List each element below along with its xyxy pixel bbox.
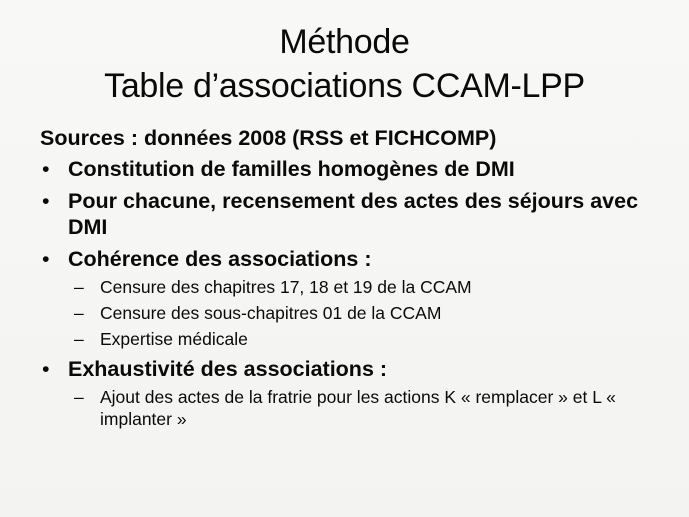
sub-item	[68, 276, 680, 298]
title-line-2: Table d’associations CCAM-LPP	[104, 67, 585, 105]
bullet-text: Constitution de familles homogènes de DMI	[68, 157, 515, 181]
dash-icon: –	[74, 387, 84, 407]
bullet-text: Pour chacune, recensement des actes des séjours avec DMI	[68, 189, 639, 239]
sub-list	[68, 386, 680, 430]
sub-text: Censure des sous-chapitres 01 de la CCAM	[100, 303, 442, 323]
dash-icon: –	[74, 277, 84, 297]
bullet-item	[40, 188, 680, 240]
dash-icon: –	[74, 329, 84, 349]
sub-text: Ajout des actes de la fratrie pour les actions K « remplacer » et L « implanter »	[100, 387, 616, 429]
slide-body	[40, 124, 680, 436]
slide-title	[0, 20, 689, 108]
sources-line: Sources : données 2008 (RSS et FICHCOMP)	[40, 126, 497, 150]
sub-item	[68, 328, 680, 350]
sub-text: Expertise médicale	[100, 329, 248, 349]
sub-list	[68, 276, 680, 350]
bullet-item	[40, 356, 680, 430]
sub-item	[68, 386, 680, 430]
bullet-text: Exhaustivité des associations :	[68, 357, 388, 381]
bullet-icon: •	[42, 157, 50, 181]
bullet-item	[40, 156, 680, 182]
bullet-item	[40, 246, 680, 350]
bullet-icon: •	[42, 357, 50, 381]
title-line-1: Méthode	[279, 23, 410, 61]
bullet-list	[40, 156, 680, 430]
bullet-icon: •	[42, 189, 50, 213]
bullet-text: Cohérence des associations :	[68, 247, 372, 271]
sub-item	[68, 302, 680, 324]
dash-icon: –	[74, 303, 84, 323]
sub-text: Censure des chapitres 17, 18 et 19 de la CCAM	[100, 277, 472, 297]
bullet-icon: •	[42, 247, 50, 271]
